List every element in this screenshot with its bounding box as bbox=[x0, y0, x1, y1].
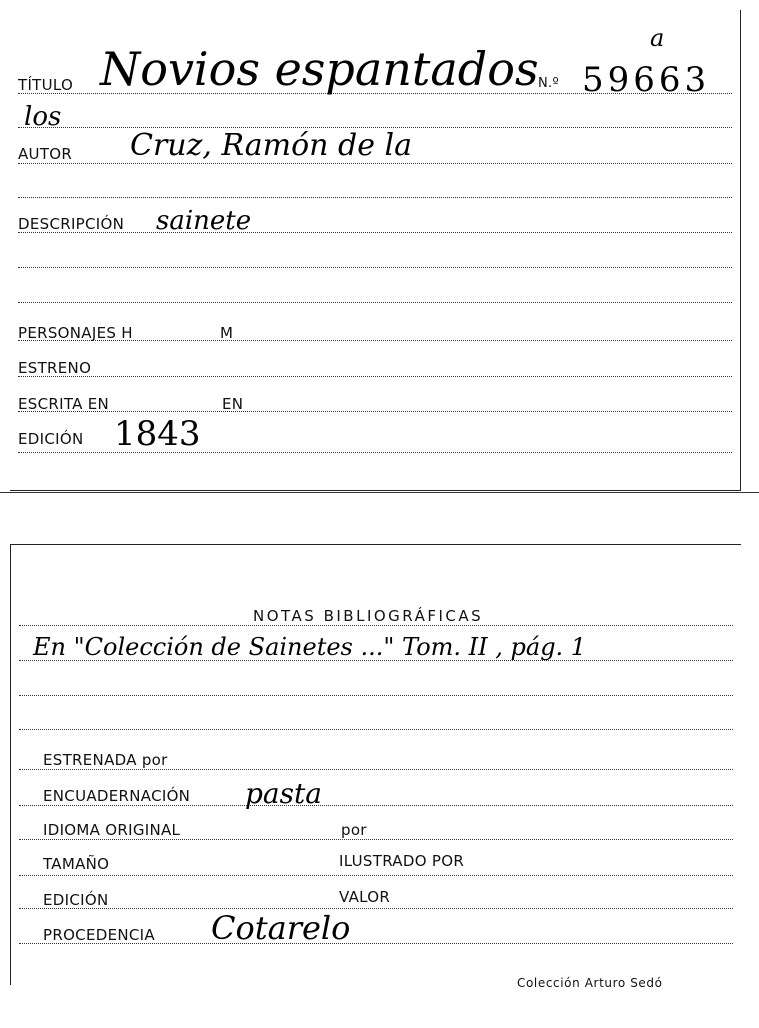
edicion-label-2: EDICIÓN bbox=[43, 891, 109, 909]
catalog-card-bottom bbox=[10, 544, 741, 990]
encuadernacion-label: ENCUADERNACIÓN bbox=[43, 787, 191, 805]
rule-line bbox=[18, 411, 732, 412]
rule-line bbox=[19, 875, 733, 876]
edicion-value: 1843 bbox=[114, 414, 201, 454]
encuadernacion-value: pasta bbox=[245, 777, 322, 810]
rule-line bbox=[19, 805, 733, 806]
personajes-m-label: M bbox=[220, 324, 234, 342]
titulo-label: TÍTULO bbox=[18, 76, 74, 94]
rule-line bbox=[19, 769, 733, 770]
rule-line bbox=[18, 232, 732, 233]
autor-value: Cruz, Ramón de la bbox=[130, 128, 412, 163]
personajes-h-label: PERSONAJES H bbox=[18, 324, 133, 342]
rule-line bbox=[19, 839, 733, 840]
por-label: por bbox=[341, 821, 367, 839]
catalog-card-top bbox=[10, 10, 741, 491]
rule-line bbox=[18, 197, 732, 198]
rule-line bbox=[19, 625, 733, 626]
descripcion-label: DESCRIPCIÓN bbox=[18, 215, 125, 233]
rule-line bbox=[18, 267, 732, 268]
titulo-continuation: los bbox=[24, 102, 62, 132]
rule-line bbox=[19, 695, 733, 696]
procedencia-value: Cotarelo bbox=[211, 909, 351, 947]
collection-footer: Colección Arturo Sedó bbox=[517, 976, 663, 990]
notas-heading: NOTAS BIBLIOGRÁFICAS bbox=[253, 607, 484, 625]
numero-label: N.º bbox=[538, 76, 559, 91]
edicion-label: EDICIÓN bbox=[18, 430, 84, 448]
rule-line bbox=[18, 302, 732, 303]
numero-value: 59663 bbox=[582, 60, 711, 100]
procedencia-label: PROCEDENCIA bbox=[43, 926, 155, 944]
nota-value: En "Colección de Sainetes ..." Tom. II , pág. 1 bbox=[33, 633, 587, 661]
titulo-value: Novios espantados bbox=[100, 42, 539, 96]
idioma-label: IDIOMA ORIGINAL bbox=[43, 821, 181, 839]
estrenada-label: ESTRENADA por bbox=[43, 751, 168, 769]
rule-line bbox=[19, 729, 733, 730]
estreno-label: ESTRENO bbox=[18, 359, 92, 377]
numero-mark: a bbox=[650, 24, 665, 52]
card-divider bbox=[0, 492, 759, 493]
valor-label: VALOR bbox=[339, 888, 391, 906]
en-label: EN bbox=[222, 395, 244, 413]
tamano-label: TAMAÑO bbox=[43, 855, 110, 873]
rule-line bbox=[18, 163, 732, 164]
rule-line bbox=[19, 908, 733, 909]
ilustrado-label: ILUSTRADO POR bbox=[339, 852, 465, 870]
rule-line bbox=[18, 376, 732, 377]
autor-label: AUTOR bbox=[18, 145, 73, 163]
escrita-en-label: ESCRITA EN bbox=[18, 395, 110, 413]
descripcion-value: sainete bbox=[156, 206, 252, 236]
